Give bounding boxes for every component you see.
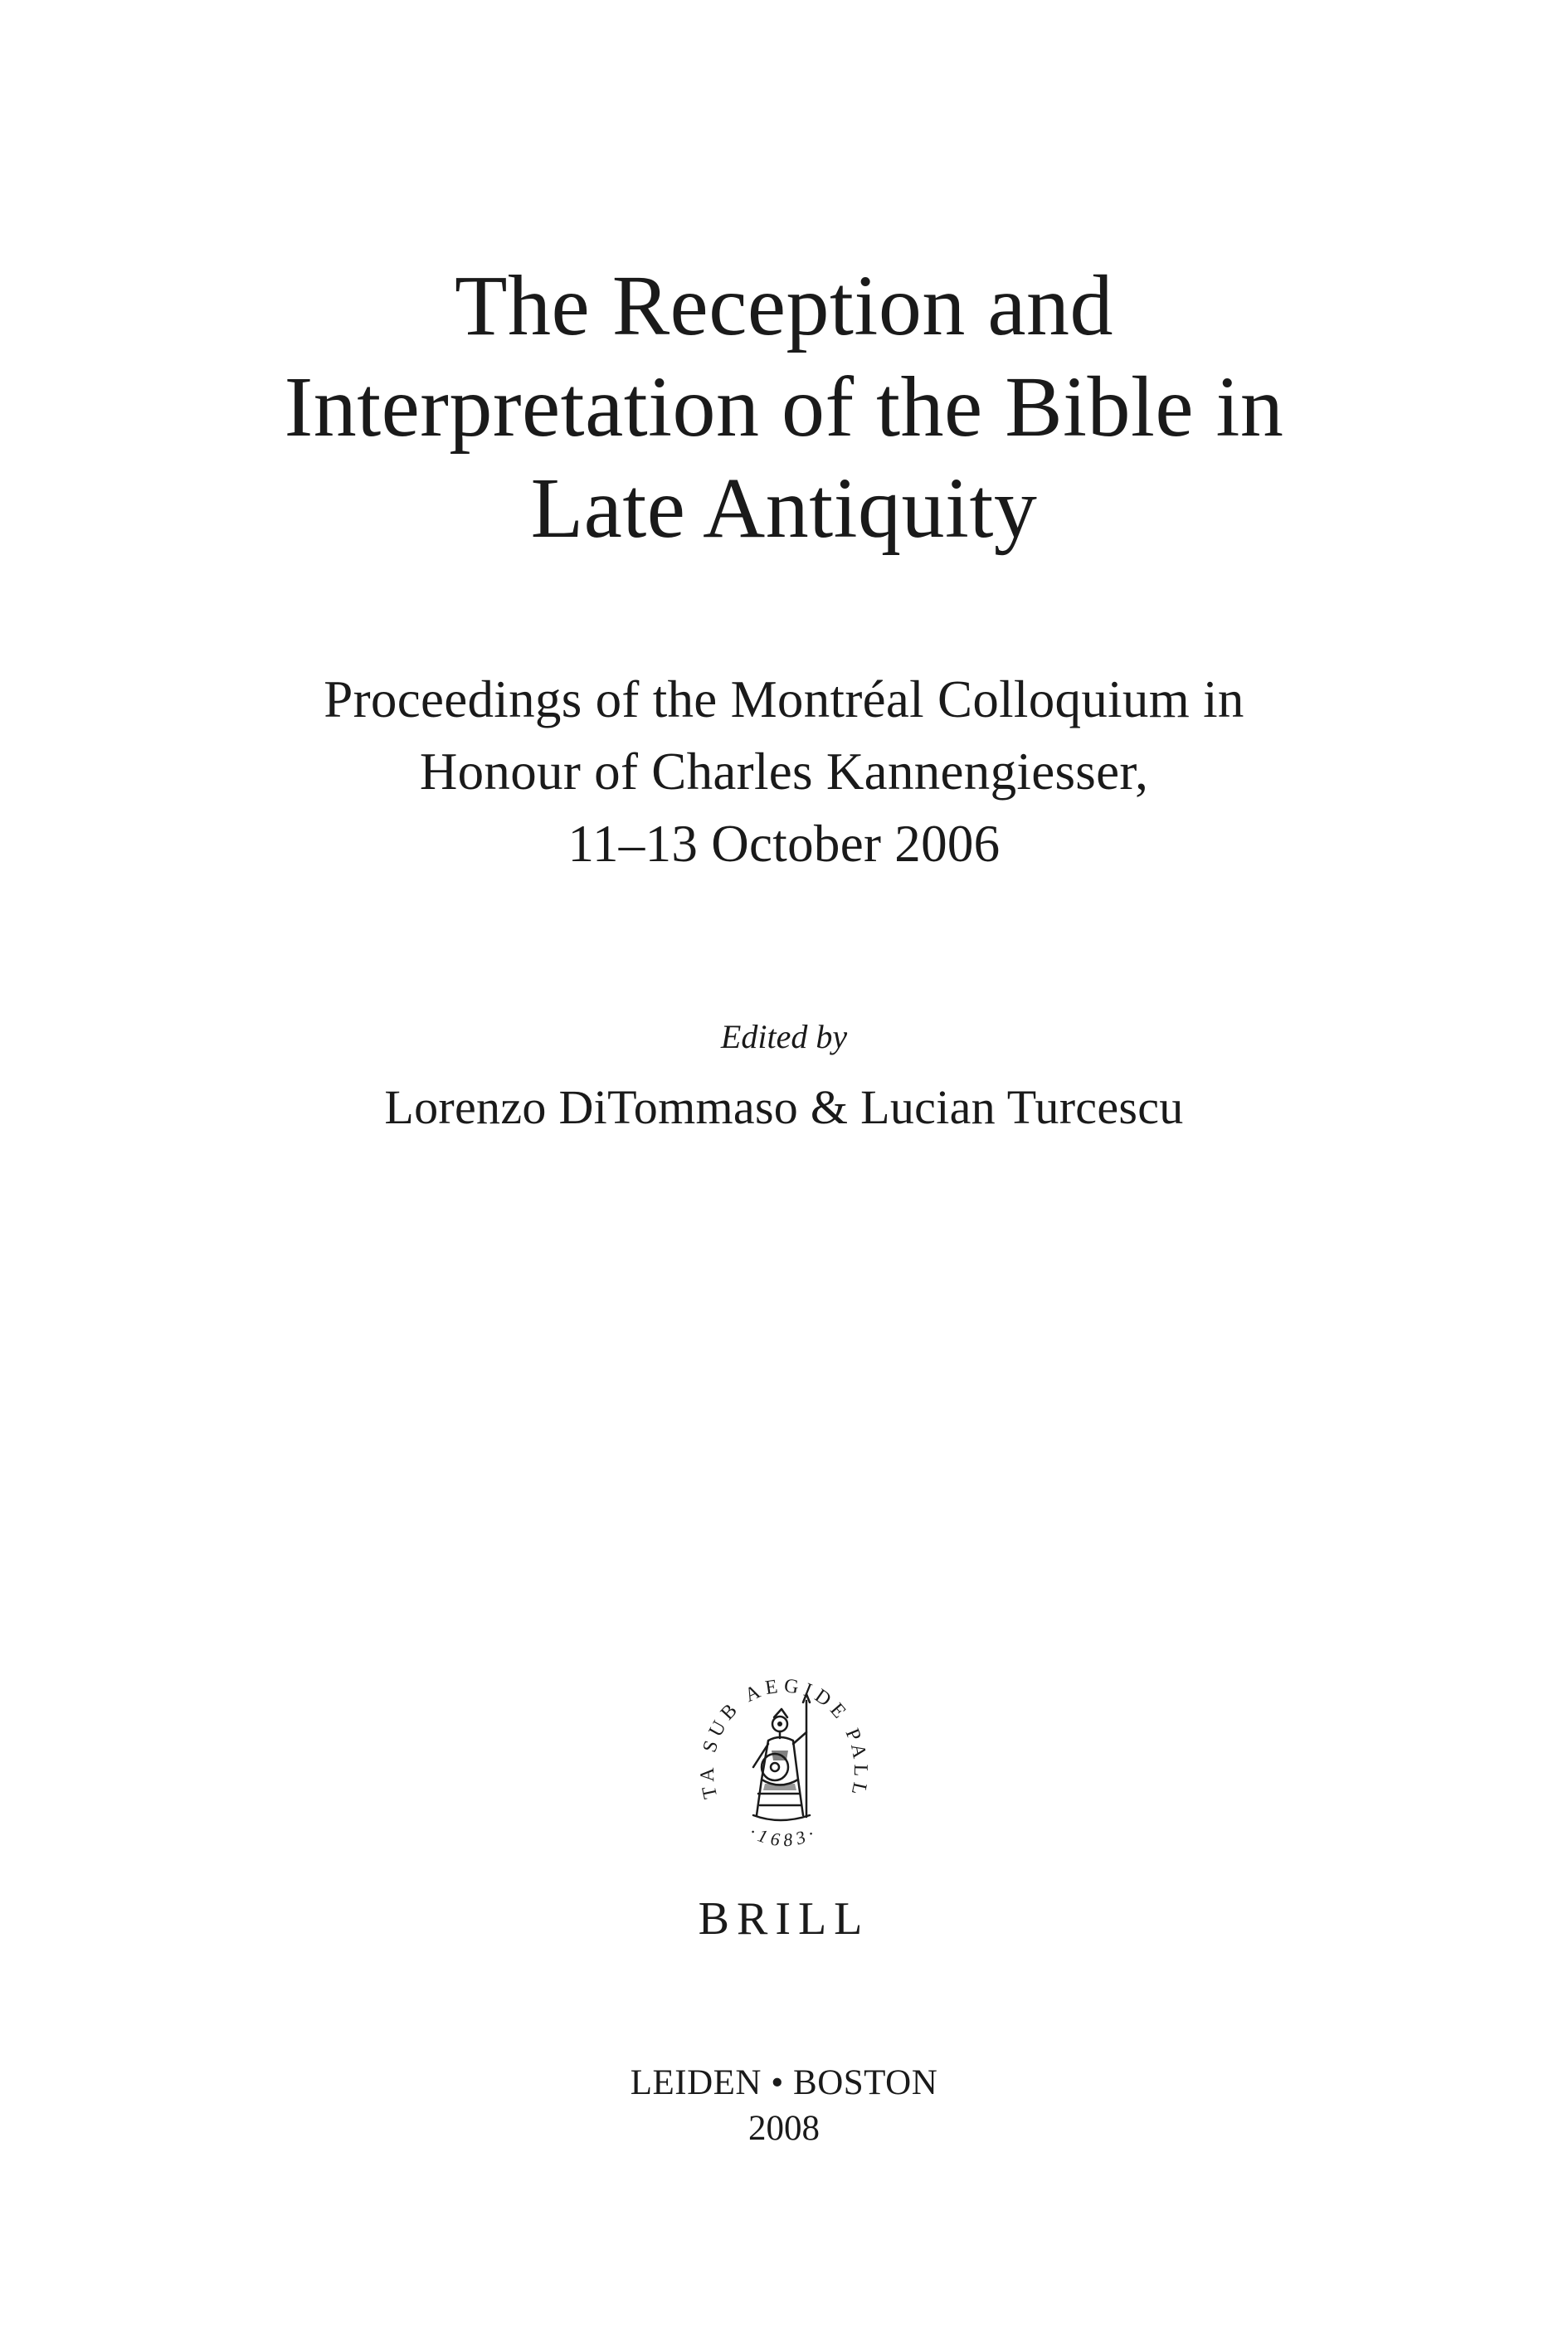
editors: Lorenzo DiTommaso & Lucian Turcescu — [384, 1080, 1184, 1134]
book-subtitle-line: Proceedings of the Montréal Colloquium in — [324, 670, 1244, 728]
book-title-line: Late Antiquity — [530, 460, 1038, 556]
book-title — [0, 256, 1568, 559]
svg-text:·1683· — [746, 1821, 821, 1850]
publication-year: 2008 — [748, 2109, 820, 2148]
brill-pallas-seal-icon — [689, 1651, 879, 1867]
book-title-line: Interpretation of the Bible in — [284, 359, 1284, 455]
logo-year: ·1683· — [746, 1821, 822, 1851]
publisher-name: BRILL — [698, 1893, 870, 1945]
book-subtitle-line: 11–13 October 2006 — [567, 815, 1001, 873]
logo-motto: TA SUB AEGIDE PALL — [696, 1675, 872, 1802]
edited-by-label: Edited by — [720, 1018, 848, 1055]
book-subtitle-line: Honour of Charles Kannengiesser, — [419, 743, 1149, 801]
book-subtitle — [0, 664, 1568, 880]
book-title-line: The Reception and — [455, 258, 1113, 353]
publication-place: LEIDEN • BOSTON — [630, 2063, 938, 2102]
